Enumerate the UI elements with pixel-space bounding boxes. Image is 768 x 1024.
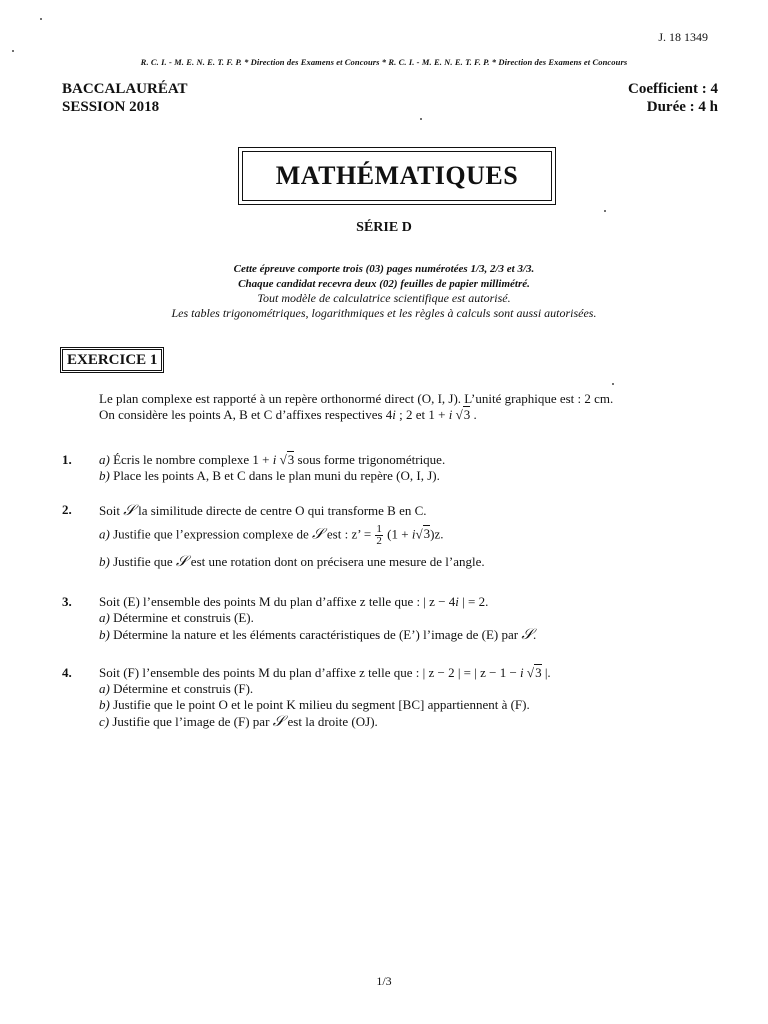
scan-speck <box>12 50 14 52</box>
question-1a: a) Écris le nombre complexe 1 + i √3 sous forme trigonométrique. <box>99 452 446 467</box>
similitude-symbol: 𝒮 <box>123 501 135 519</box>
header-left <box>62 80 188 116</box>
note-paper: Chaque candidat recevra deux (02) feuilles de papier millimétré. <box>238 277 530 290</box>
question-2b: b) Justifie que 𝒮 est une rotation dont on précisera une mesure de l’angle. <box>99 552 485 570</box>
question-4 <box>62 665 742 730</box>
intro-line-2: On considère les points A, B et C d’affixes respectives 4i ; 2 et 1 + i √3 . <box>99 407 477 422</box>
question-4-intro: Soit (F) l’ensemble des points M du plan d’affixe z telle que : | z − 2 | = | z − 1 − i √3 |. <box>99 665 551 680</box>
question-4c: c) Justifie que l’image de (F) par 𝒮 est la droite (OJ). <box>99 712 378 730</box>
question-number: 3. <box>62 594 72 609</box>
intro-line-1: Le plan complexe est rapporté à un repère orthonormé direct (O, I, J). L’unité graphique est : 2 cm. <box>99 391 614 406</box>
scan-speck <box>612 383 614 385</box>
question-3 <box>62 594 742 643</box>
question-3a: a) Détermine et construis (E). <box>99 610 254 625</box>
scan-speck <box>40 18 42 20</box>
header-right <box>628 80 718 116</box>
exercise-title: EXERCICE 1 <box>62 349 162 371</box>
serie-label: SÉRIE D <box>356 220 412 235</box>
document-code: J. 18 1349 <box>658 30 708 44</box>
note-calculator: Tout modèle de calculatrice scientifique est autorisé. <box>257 291 511 305</box>
coefficient: Coefficient : 4 <box>628 81 718 97</box>
fraction-one-half: $\frac{1}{2}$ <box>376 523 382 547</box>
question-2-intro: Soit 𝒮 la similitude directe de centre O qui transforme B en C. <box>99 501 427 519</box>
question-4b: b) Justifie que le point O et le point K milieu du segment [BC] appartiennent à (F). <box>99 697 530 712</box>
question-1 <box>62 452 742 484</box>
question-number: 4. <box>62 665 72 680</box>
exam-notes <box>0 262 768 320</box>
scan-speck <box>604 210 606 212</box>
question-3-intro: Soit (E) l’ensemble des points M du plan d’affixe z telle que : | z − 4i | = 2. <box>99 594 489 609</box>
subject-title: MATHÉMATIQUES <box>242 151 552 201</box>
exercise-intro <box>99 391 739 423</box>
question-1b: b) Place les points A, B et C dans le plan muni du repère (O, I, J). <box>99 468 440 483</box>
note-tables: Les tables trigonométriques, logarithmiques et les règles à calculs sont aussi autorisées. <box>171 305 597 320</box>
question-2 <box>62 502 742 570</box>
question-number: 2. <box>62 502 72 517</box>
question-number: 1. <box>62 452 72 467</box>
note-pages: Cette épreuve comporte trois (03) pages numérotées 1/3, 2/3 et 3/3. <box>233 263 535 275</box>
scan-speck <box>420 118 422 120</box>
page-number: 1/3 <box>376 974 392 988</box>
question-2a: a) Justifie que l’expression complexe de 𝒮 est : z’ = $\frac{1}{2}$ (1 + i√3)z. <box>99 523 444 547</box>
duration: Durée : 4 h <box>646 99 718 115</box>
question-3b: b) Détermine la nature et les éléments caractéristiques de (E’) l’image de (E) par 𝒮. <box>99 625 537 643</box>
ministry-banner: R. C. I. - M. E. N. E. T. F. P. * Direction des Examens et Concours * R. C. I. - M. E. N. E. T. F. P. * Direction des Examens et Concours <box>140 57 628 67</box>
session-year: SESSION 2018 <box>62 99 160 115</box>
exam-name: BACCALAURÉAT <box>62 81 188 97</box>
question-4a: a) Détermine et construis (F). <box>99 681 254 696</box>
